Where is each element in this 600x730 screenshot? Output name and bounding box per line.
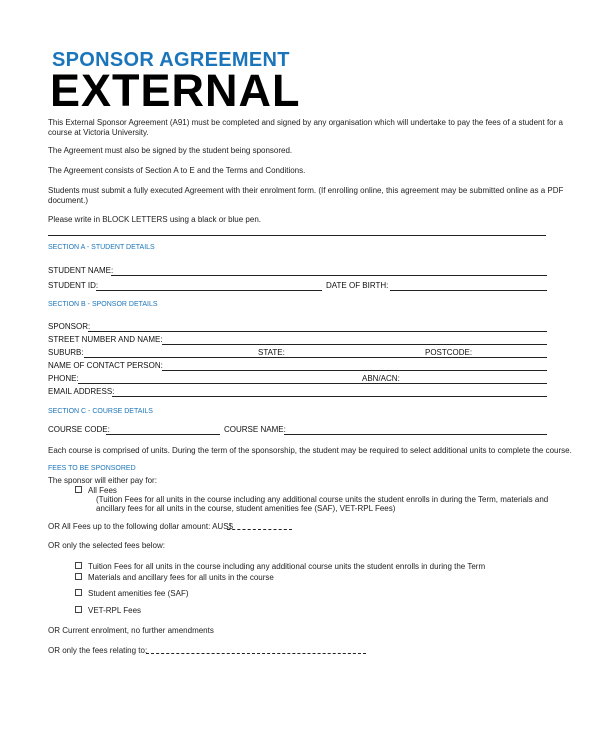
intro-p5: Please write in BLOCK LETTERS using a black or blue pen.	[48, 215, 261, 224]
saf-option[interactable]	[75, 588, 189, 599]
sponsor-field[interactable]	[88, 331, 547, 332]
intro-p1-line2: course at Victoria University.	[48, 128, 149, 137]
sponsor-label: SPONSOR:	[48, 322, 91, 331]
tuition-option[interactable]	[75, 561, 485, 572]
vet-rpl-option[interactable]	[75, 605, 141, 616]
all-fees-desc1: (Tuition Fees for all units in the course including any additional course units the student enrolls in during the Term, materials and	[96, 495, 549, 504]
dollar-amount-label: OR All Fees up to the following dollar amount: AUS$	[48, 522, 233, 531]
course-name-label: COURSE NAME:	[224, 425, 286, 434]
fees-intro: The sponsor will either pay for:	[48, 476, 157, 485]
dollar-amount-field[interactable]	[227, 529, 292, 530]
course-note: Each course is comprised of units. During the term of the sponsorship, the student may be required to select additional units to complete the course.	[48, 446, 572, 455]
course-name-field[interactable]	[284, 434, 547, 435]
saf-label: Student amenities fee (SAF)	[88, 589, 189, 598]
course-code-field[interactable]	[106, 434, 220, 435]
dob-field[interactable]	[390, 290, 547, 291]
intro-p4-line1: Students must submit a fully executed Agreement with their enrolment form. (If enrolling online, this agreement may be submitted online as a PDF	[48, 186, 564, 195]
fees-heading: FEES TO BE SPONSORED	[48, 465, 136, 472]
student-name-label: STUDENT NAME:	[48, 266, 114, 275]
materials-option[interactable]	[75, 572, 274, 583]
fees-relating-field[interactable]	[146, 653, 366, 654]
student-name-field[interactable]	[111, 275, 547, 276]
fees-relating-label: OR only the fees relating to:	[48, 646, 148, 655]
abn-label: ABN/ACN:	[362, 374, 400, 383]
pretitle: SPONSOR AGREEMENT	[52, 49, 290, 71]
email-label: EMAIL ADDRESS:	[48, 387, 115, 396]
contact-label: NAME OF CONTACT PERSON:	[48, 361, 163, 370]
suburb-field[interactable]	[84, 357, 547, 358]
vet-rpl-checkbox[interactable]	[75, 606, 82, 613]
section-a-heading: SECTION A - STUDENT DETAILS	[48, 244, 155, 251]
materials-checkbox[interactable]	[75, 573, 82, 580]
street-label: STREET NUMBER AND NAME:	[48, 335, 163, 344]
vet-rpl-label: VET-RPL Fees	[88, 606, 142, 615]
all-fees-checkbox[interactable]	[75, 486, 82, 493]
divider	[48, 235, 546, 236]
student-id-field[interactable]	[96, 290, 322, 291]
phone-field[interactable]	[78, 383, 547, 384]
tuition-label: Tuition Fees for all units in the course including any additional course units the student enrolls in during the Term	[88, 562, 486, 571]
dob-label: DATE OF BIRTH:	[326, 281, 389, 290]
student-id-label: STUDENT ID:	[48, 281, 99, 290]
email-field[interactable]	[112, 396, 547, 397]
postcode-label: POSTCODE:	[425, 348, 473, 357]
page-title: EXTERNAL	[50, 65, 301, 116]
intro-p2: The Agreement must also be signed by the student being sponsored.	[48, 146, 293, 155]
all-fees-label: All Fees	[88, 486, 117, 495]
section-c-heading: SECTION C - COURSE DETAILS	[48, 408, 153, 415]
saf-checkbox[interactable]	[75, 589, 82, 596]
suburb-label: SUBURB:	[48, 348, 84, 357]
all-fees-desc2: ancillary fees for all units in the course, student amenities fee (SAF), VET-RPL Fees)	[96, 504, 396, 513]
phone-label: PHONE:	[48, 374, 79, 383]
selected-fees-label: OR only the selected fees below:	[48, 541, 165, 550]
intro-p1-line1: This External Sponsor Agreement (A91) must be completed and signed by any organisation which will undertake to pay the fees of a student for a	[48, 118, 563, 127]
course-code-label: COURSE CODE:	[48, 425, 110, 434]
tuition-checkbox[interactable]	[75, 562, 82, 569]
state-label: STATE:	[258, 348, 285, 357]
street-field[interactable]	[162, 344, 547, 345]
materials-label: Materials and ancillary fees for all units in the course	[88, 573, 274, 582]
current-enrolment-label: OR Current enrolment, no further amendments	[48, 626, 214, 635]
section-b-heading: SECTION B - SPONSOR DETAILS	[48, 301, 158, 308]
intro-p3: The Agreement consists of Section A to E and the Terms and Conditions.	[48, 166, 306, 175]
intro-p4-line2: document.)	[48, 196, 89, 205]
contact-field[interactable]	[162, 370, 547, 371]
